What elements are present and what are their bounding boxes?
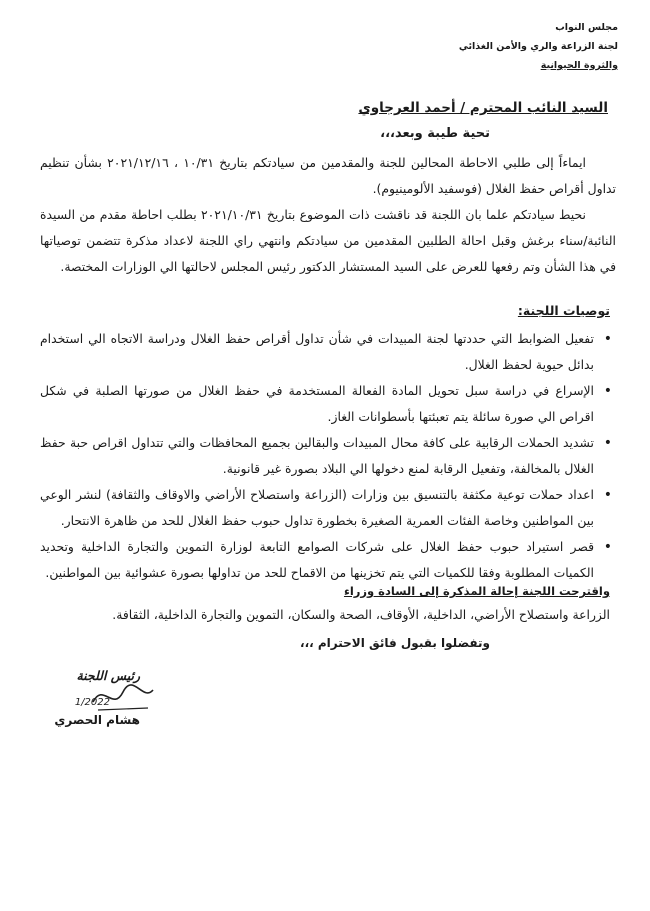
- letter-body: [40, 150, 616, 280]
- recommendation-item: • قصر استيراد حبوب حفظ الغلال على شركات الصوامع التابعة لوزارة التموين والتجارة الداخلية وتحديد الكميات المطلوبة وفقا للكميات التي يتم تخزينها من الاقماح للحد من تداولها بصورة عشوائية بين المواطنين.: [40, 534, 616, 586]
- signature-date: 1/2022: [74, 697, 110, 708]
- recommendation-item: • تشديد الحملات الرقابية على كافة محال المبيدات والبقالين بجميع المحافظات والتي تتداول اقراص حبة حفظ الغلال بالمخالفة، وتفعيل الرقابة لمنع دخولها الي البلاد بصورة غير قانونية.: [40, 430, 616, 482]
- letterhead-line-livestock: والثروة الحيوانية: [540, 60, 618, 71]
- signature-name: هشام الحصري: [54, 713, 140, 727]
- letterhead-line-parliament: مجلس النواب: [555, 22, 618, 33]
- paragraph-discussion: نحيط سيادتكم علما بان اللجنة قد ناقشت ذات الموضوع بتاريخ ٢٠٢١/١٠/٣١ بطلب احاطة مقدم من السيدة النائبة/سناء برغش وقبل احالة الطلبين المقدمين من سيادتكم وانتهي راي اللجنة لاعداد مذكرة تتضمن توصياتها في هذا الشأن وتم رفعها للعرض على السيد المستشار الدكتور رئيس المجلس لاحالتها الي الوزارات المختصة.: [40, 207, 616, 274]
- recommendation-item: • تفعيل الضوابط التي حددتها لجنة المبيدات في شأن تداول أقراص حفظ الغلال ودراسة الاتجاه الي استخدام بدائل حيوية لحفظ الغلال.: [40, 326, 616, 378]
- recommendations-list: [40, 326, 616, 586]
- ministries-list: الزراعة واستصلاح الأراضي، الداخلية، الأوقاف، الصحة والسكان، التموين والتجارة الداخلية، الثقافة.: [112, 607, 610, 622]
- signature-title: رئيس اللجنة: [76, 668, 140, 683]
- recommendation-item: • الإسراع في دراسة سبل تحويل المادة الفعالة المستخدمة في حفظ الغلال من صورتها الصلبة في شكل اقراص الي صورة سائلة يتم تعبئتها بأسطوانات الغاز.: [40, 378, 616, 430]
- letterhead: [459, 18, 618, 75]
- paragraph-reference: ايماءاً إلى طلبي الاحاطة المحالين للجنة والمقدمين من سيادتكم بتاريخ ١٠/٣١ ، ٢٠٢١/١٢/١٦ بشأن تنظيم تداول أقراص حفظ الغلال (فوسفيد الألومينيوم).: [40, 155, 616, 196]
- letterhead-line-committee: لجنة الزراعة والري والأمن الغذائي: [458, 41, 618, 52]
- closing-line: وتفضلوا بقبول فائق الاحترام ،،،: [300, 636, 490, 650]
- recommendation-item: • اعداد حملات توعية مكثفة بالتنسيق بين وزارات (الزراعة واستصلاح الأراضي والاوقاف والثقافة) لنشر الوعي بين المواطنين وخاصة الفئات العمرية الصغيرة بخطورة تداول حبوب حفظ الغلال للحد من ظاهرة الانتحار.: [40, 482, 616, 534]
- recommendations-title: توصيات اللجنة:: [517, 303, 610, 318]
- greeting: تحية طيبة وبعد،،،: [380, 126, 490, 141]
- proposal-title: واقترحت اللجنة إحالة المذكرة إلى السادة وزراء: [343, 584, 610, 598]
- addressee: السيد النائب المحترم / أحمد العرجاوي: [358, 100, 608, 116]
